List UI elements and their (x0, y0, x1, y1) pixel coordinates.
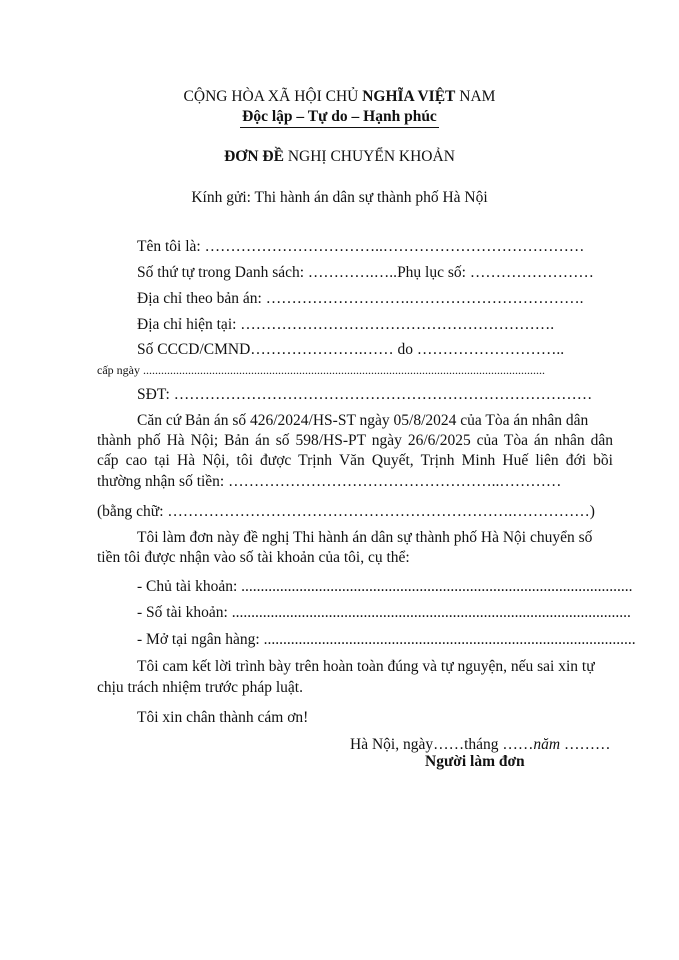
motto-wrapper (0, 108, 679, 128)
current-address-field: Địa chỉ hiện tại: ……………………………………………………. (137, 316, 555, 333)
bank-field: - Mở tại ngân hàng: ................................................................................................ (137, 631, 636, 648)
basis-line-3: cấp cao tại Hà Nội, tôi được Trịnh Văn Quyết, Trịnh Minh Huế liên đới bồi (97, 452, 613, 469)
commitment-line-2: chịu trách nhiệm trước pháp luật. (97, 679, 303, 696)
appendix-number-label: Phụ lục số: …………………… (397, 264, 594, 281)
list-number-label: Số thứ tự trong Danh sách: ………….….. (137, 264, 398, 281)
date-line-year-word: năm (533, 736, 561, 753)
national-motto: Độc lập – Tự do – Hạnh phúc (240, 108, 439, 128)
request-line-1: Tôi làm đơn này đề nghị Thi hành án dân sự thành phố Hà Nội chuyển số (137, 529, 593, 546)
nation-title-part1: CỘNG HÒA XÃ HỘI CHỦ (183, 88, 363, 105)
date-line (350, 736, 610, 754)
basis-line-2: thành phố Hà Nội; Bản án số 598/HS-PT ngày 26/6/2025 của Tòa án nhân dân (97, 432, 613, 449)
document-title-part2: NGHỊ CHUYỂN KHOẢN (287, 148, 455, 165)
request-line-2: tiền tôi được nhận vào số tài khoản của tôi, cụ thể: (97, 549, 410, 566)
amount-in-words-field: (bằng chữ: ………………………………………………………….……………) (97, 503, 595, 520)
account-number-field: - Số tài khoản: ....................................................................................................... (137, 604, 631, 621)
commitment-line-1: Tôi cam kết lời trình bày trên hoàn toàn đúng và tự nguyện, nếu sai xin tự (137, 658, 595, 675)
id-number-field: Số CCCD/CMND………………….…… do ……………………….. (137, 341, 565, 358)
date-line-part1: Hà Nội, ngày……tháng …… (350, 736, 534, 753)
judgment-address-field: Địa chỉ theo bản án: ……………………….……………………………. (137, 290, 584, 307)
name-field: Tên tôi là: ……………………………..………………………………… (137, 238, 585, 255)
list-number-field (137, 264, 594, 282)
nation-title-part2: NGHĨA VIỆT (362, 88, 456, 105)
account-holder-field: - Chủ tài khoản: ..................................................................................................... (137, 578, 633, 595)
document-title-part1: ĐƠN ĐỀ (224, 148, 288, 165)
nation-title-part3: NAM (455, 88, 496, 105)
issue-date-field: cấp ngày ...................................................................................................................................... (97, 363, 545, 377)
basis-line-4: thường nhận số tiền: ……………………………………………..………… (97, 473, 562, 490)
thanks-line: Tôi xin chân thành cám ơn! (137, 709, 309, 726)
signer-label: Người làm đơn (425, 753, 525, 770)
recipient-line: Kính gửi: Thi hành án dân sự thành phố Hà Nội (191, 189, 488, 206)
phone-field: SĐT: ……………………………………………………………………… (137, 386, 593, 403)
nation-title (0, 88, 679, 106)
document-title (0, 148, 679, 166)
date-line-part3: ……… (560, 736, 611, 753)
basis-line-1: Căn cứ Bản án số 426/2024/HS-ST ngày 05/8/2024 của Tòa án nhân dân (137, 412, 589, 429)
